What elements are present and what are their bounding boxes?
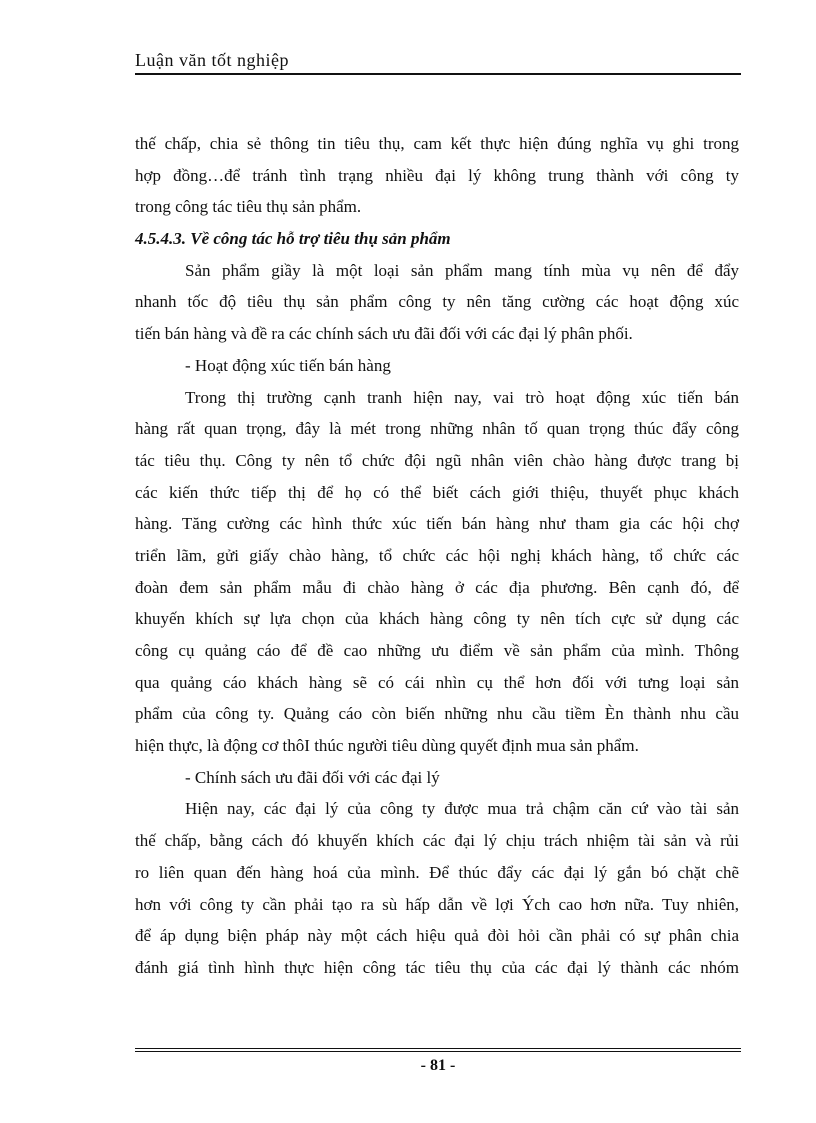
body-line: hơn với công ty cần phải tạo ra sù hấp dẫn về lợi Ých cao hơn nữa. Tuy nhiên, — [135, 894, 739, 914]
footer-rule — [135, 1048, 741, 1049]
subheading-promotion: - Hoạt động xúc tiến bán hàng — [185, 355, 391, 375]
footer-rule — [135, 1051, 741, 1052]
page-header — [135, 48, 741, 72]
body-line: phẩm của công ty. Quảng cáo còn biến những nhu cầu tiềm Èn thành nhu cầu — [135, 704, 739, 724]
body-line: tiến bán hàng và đề ra các chính sách ưu đãi đối với các đại lý phân phối. — [135, 324, 633, 344]
body-line: để áp dụng biện pháp này một cách hiệu quả đòi hỏi cần phải có sự phân chia — [135, 926, 739, 946]
body-line: hợp đồng…để tránh tình trạng nhiều đại lý không trung thành với công ty — [135, 165, 739, 185]
body-line: Trong thị trường cạnh tranh hiện nay, vai trò hoạt động xúc tiến bán — [185, 387, 739, 407]
header-title: Luận văn tốt nghiệp — [135, 50, 289, 70]
body-text — [135, 128, 739, 984]
body-line: hiện thực, là động cơ thôI thúc người tiêu dùng quyết định mua sản phẩm. — [135, 736, 639, 756]
subheading-dealer-policy: - Chính sách ưu đãi đối với các đại lý — [185, 767, 440, 787]
body-line: Sản phẩm giầy là một loại sản phẩm mang tính mùa vụ nên để đẩy — [185, 260, 739, 280]
body-line: khuyến khích sự lựa chọn của khách hàng công ty nên tích cực sử dụng các — [135, 609, 739, 629]
body-line: ro liên quan đến hàng hoá của mình. Để thúc đẩy các đại lý gắn bó chặt chẽ — [135, 862, 739, 882]
section-heading: 4.5.4.3. Về công tác hỗ trợ tiêu thụ sản phẩm — [135, 229, 451, 249]
body-line: đánh giá tình hình thực hiện công tác tiêu thụ của các đại lý thành các nhóm — [135, 957, 739, 977]
body-line: hàng. Tăng cường các hình thức xúc tiến bán hàng như tham gia các hội chợ — [135, 514, 739, 534]
body-line: hàng rất quan trọng, đây là mét trong những nhân tố quan trọng thúc đẩy công — [135, 419, 739, 439]
body-line: Hiện nay, các đại lý của công ty được mua trả chậm căn cứ vào tài sản — [185, 799, 739, 819]
page-number: - 81 - — [420, 1057, 456, 1074]
body-line: công cụ quảng cáo để đề cao những ưu điểm về sản phẩm của mình. Thông — [135, 641, 739, 660]
body-line: thế chấp, bằng cách đó khuyến khích các đại lý chịu trách nhiệm tài sản và rủi — [135, 831, 739, 851]
header-rule — [135, 73, 741, 75]
body-line: tác tiêu thụ. Công ty nên tổ chức đội ngũ nhân viên chào hàng được trang bị — [135, 450, 739, 470]
body-line: nhanh tốc độ tiêu thụ sản phẩm công ty nên tăng cường các hoạt động xúc — [135, 292, 739, 312]
body-line: triển lãm, gửi giấy chào hàng, tổ chức các hội nghị khách hàng, tổ chức các — [135, 545, 739, 565]
body-line: thế chấp, chia sẻ thông tin tiêu thụ, cam kết thực hiện đúng nghĩa vụ ghi trong — [135, 134, 739, 153]
body-line: trong công tác tiêu thụ sản phẩm. — [135, 197, 362, 217]
body-line: đoàn đem sản phẩm mẫu đi chào hàng ở các địa phương. Bên cạnh đó, để — [135, 577, 739, 597]
body-line: các kiến thức tiếp thị để họ có thể biết cách giới thiệu, thuyết phục khách — [135, 482, 739, 502]
body-line: qua quảng cáo khách hàng sẽ có cái nhìn cụ thể hơn đối với tưng loại sản — [135, 672, 739, 692]
